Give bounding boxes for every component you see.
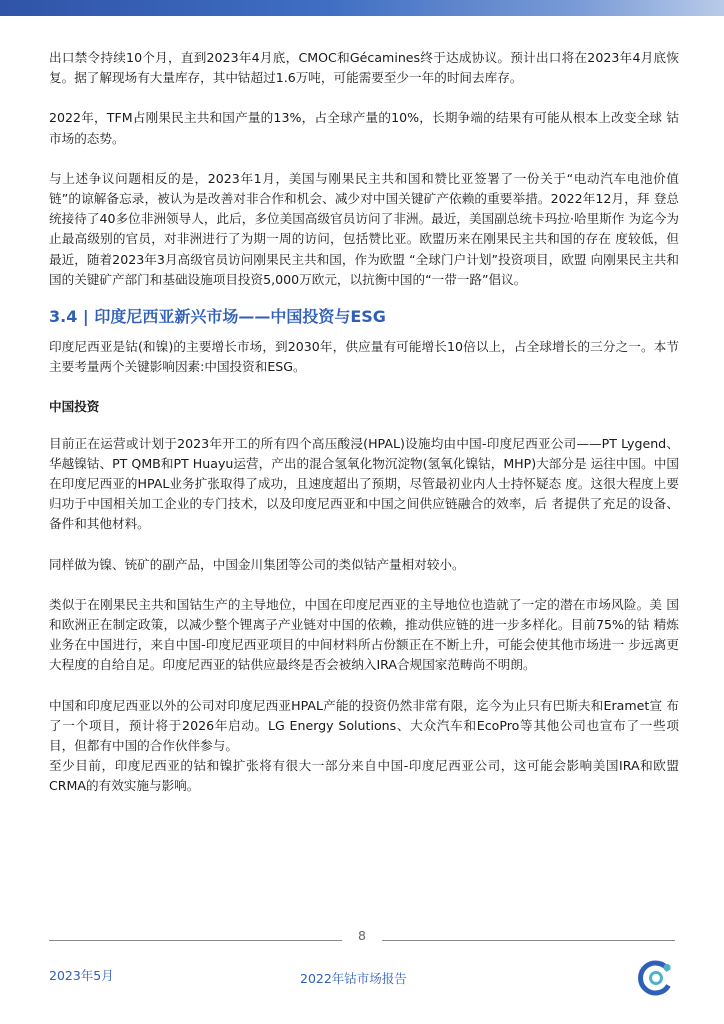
page-number: 8 (358, 928, 366, 943)
paragraph-investment: 中国和印度尼西亚以外的公司对印度尼西亚HPAL产能的投资仍然非常有限，迄今为止只有巴斯夫和Eramet宣 布了一个项目，预计将于2026年启动。LG Energy Solutions、大众汽车和EcoPro等其他公司也宣布了一些项 目，但都有中国的合作伙伴参与。 (49, 697, 679, 754)
section-heading: 3.4 | 印度尼西亚新兴市场——中国投资与ESG (49, 307, 386, 327)
cobalt-logo-icon (638, 960, 674, 996)
page-content (49, 48, 679, 797)
paragraph-market-risk: 类似于在刚果民主共和国钴生产的主导地位，中国在印度尼西亚的主导地位也造就了一定的潜在市场风险。美 国和欧洲正在制定政策，以减少整个锂离子产业链对中国的依赖，推动供应链的进一步多样化。目前75%的钴 精炼业务在中国进行，来自中国-印度尼西亚项目的中间材料所占份额正在不断上升，可能会使其他市场进一 步远离更大程度的自给自足。印度尼西亚的钴供应最终是否会被纳入IRA合规国家范畴尚不明朗。 (49, 596, 679, 673)
paragraph-export-ban: 出口禁令持续10个月，直到2023年4月底，CMOC和Gécamines终于达成协议。预计出口将在2023年4月底恢 复。据了解现场有大量库存，其中钴超过1.6万吨，可能需要至少一年的时间去库存。 (49, 50, 679, 86)
footer-divider-right (382, 940, 675, 941)
header-gradient-bar (0, 0, 724, 16)
footer-divider-left (49, 940, 342, 941)
paragraph-tfm-share: 2022年，TFM占刚果民主共和国产量的13%，占全球产量的10%，长期争端的结果有可能从根本上改变全球 钴市场的态势。 (49, 110, 679, 146)
paragraph-jinchuan: 同样做为镍、铳矿的副产品，中国金川集团等公司的类似钴产量相对较小。 (49, 556, 465, 572)
section-intro: 印度尼西亚是钴(和镍)的主要增长市场，到2030年，供应量有可能增长10倍以上，占全球增长的三分之一。本节主要考量两个关键影响因素:中国投资和ESG。 (49, 339, 679, 375)
footer-date: 2023年5月 (49, 968, 114, 983)
sub-heading-china-investment: 中国投资 (49, 399, 100, 415)
footer-report-title: 2022年钴市场报告 (300, 971, 407, 986)
paragraph-conclusion: 至少目前，印度尼西亚的钴和镍扩张将有很大一部分来自中国-印度尼西亚公司，这可能会影响美国IRA和欧盟 CRMA的有效实施与影响。 (49, 758, 679, 794)
paragraph-hpal: 目前正在运营或计划于2023年开工的所有四个高压酸浸(HPAL)设施均由中国-印度尼西亚公司——PT Lygend、华越镍钴、PT QMB和PT Huayu运营，产出的混合氢氧化物沉淀物(氢氧化镍钴，MHP)大部分是 运往中国。中国在印度尼西亚的HPAL业务扩张取得了成功，且速度超出了预期，尽管最初业内人士持怀疑态 度。这很大程度上要归功于中国相关加工企业的专门技术，以及印度尼西亚和中国之间供应链融合的效率，后 者提供了充足的设备、备件和其他材料。 (49, 435, 679, 532)
paragraph-us-africa: 与上述争议问题相反的是，2023年1月，美国与刚果民主共和国和赞比亚签署了一份关于“电动汽车电池价值 链”的谅解备忘录，被认为是改善对非合作和机会、减少对中国关键矿产依赖的重要举措。2022年12月，拜 登总统接待了40多位非洲领导人，此后，多位美国高级官员访问了非洲。最近，美国副总统卡玛拉·哈里斯作 为迄今为止最高级别的官员，对非洲进行了为期一周的访问，包括赞比亚。欧盟历来在刚果民主共和国的存在 度较低，但最近，随着2023年3月高级官员访问刚果民主共和国，作为欧盟 “全球门户计划”投资项目，欧盟 向刚果民主共和国的关键矿产部门和基础设施项目投资5,000万欧元，以抗衡中国的“一带一路”倡议。 (49, 170, 679, 287)
